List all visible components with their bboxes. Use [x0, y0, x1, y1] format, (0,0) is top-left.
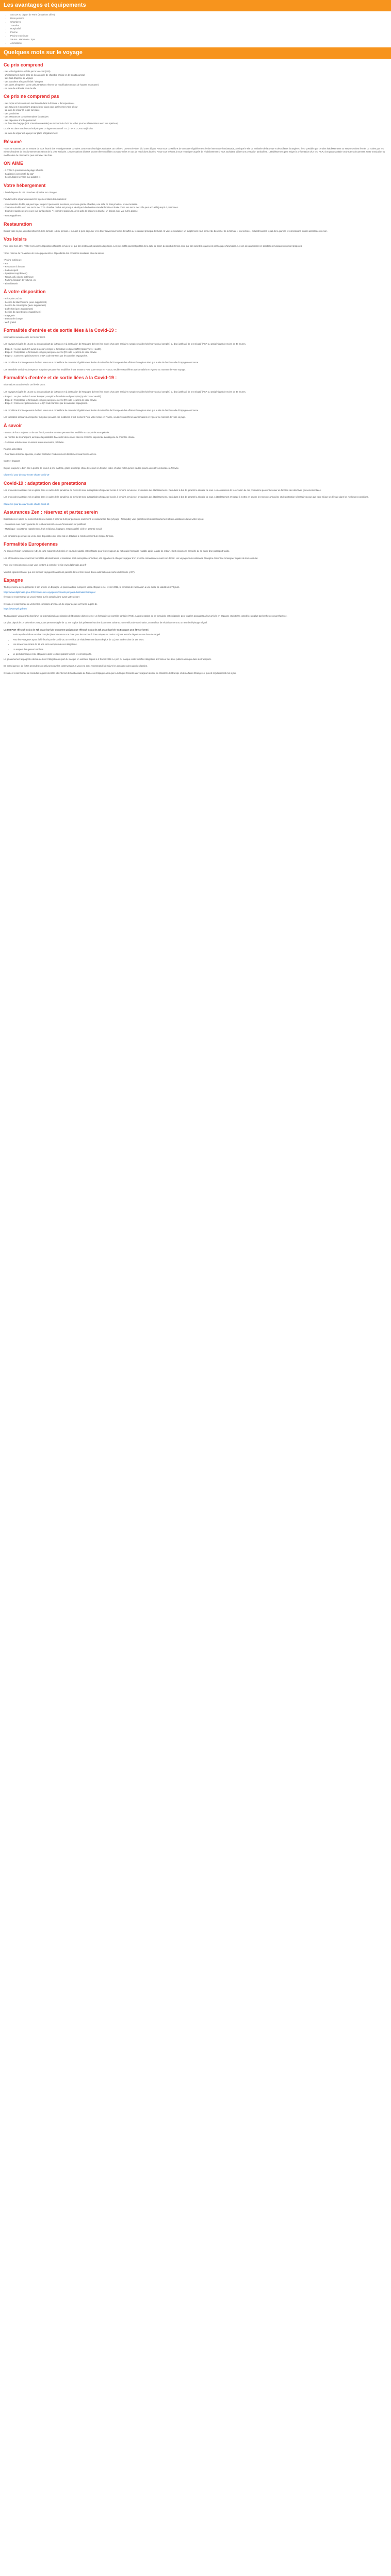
- list-item: - Service de blanchisserie (avec supplément): [4, 300, 47, 303]
- covid-adaptation-p2: Les protocoles sanitaires mis en place dans le cadre de la pandémie de Covid-19 sont susceptibles d'impacter l'accès à certains services et prestations des établissements. Ceci dans le but de garantir la sécurité de tous. L'établissement s'engage à mettre en oeuvre les mesures d'hygiène et de protection nécessaires pour que votre séjour se déroule dans les meilleures conditions.: [4, 496, 369, 499]
- spain-p3: Il vous est recommandé de vérifier les conditions d'entrée et de séjour depuis la France auprès de: [4, 602, 97, 605]
- trip-details-heading: Quelques mots sur le voyage: [0, 47, 391, 59]
- list-item: ▪ Étape 1 : Au plus tard 48 h avant le départ, remplir le formulaire en ligne SpTH (Spain Travel Health).: [4, 395, 102, 398]
- advantage-item: • Piscine: [10, 31, 391, 35]
- formalities-p4: Veuillez également noter que les mineurs voyageant sans leurs parents doivent être munis d'une autorisation de sortie du territoire (AST).: [4, 570, 135, 573]
- spain-title: Espagne: [4, 578, 23, 583]
- advantages-heading: Les avantages et équipements: [0, 0, 391, 11]
- covid-entry-title-2: Formalités d'entrée et de sortie liées à la Covid-19 :: [4, 375, 117, 381]
- list-item: - Ses multiples services aux adultes et: [4, 176, 41, 179]
- insurance-p2: - Annulation avec motif : garantie de remboursement en cas d'annulation sur justificatif: [4, 522, 86, 526]
- advantage-item: • Hospitalité: [10, 27, 391, 31]
- spain-bullets: [4, 633, 387, 656]
- list-item: ▪ Bar: [4, 262, 9, 265]
- list-item: - Les assurances complémentaires facultatives: [4, 115, 49, 118]
- advantage-item: • SEAUX au départ de Paris (3 stations offert): [10, 13, 391, 17]
- list-item: - Les pourboires: [4, 112, 20, 115]
- trip-details-content: [0, 62, 391, 679]
- list-item: - Bureau de change: [4, 317, 23, 320]
- price-excludes-list: [4, 102, 387, 126]
- list-item: ▪ Tennis, wifi, piscine extérieure: [4, 275, 34, 278]
- spain-p7: Le gouvernement espagnol a décidé de lever l'obligation du port du masque en extérieur depuis le 8 février 2022. Le port du masque reste toutefois obligatoire à l'intérieur des lieux publics ainsi que dans les transports.: [4, 657, 211, 660]
- list-item: ▪ Étape 3 : Conservez précieusement le QR code transmis par les autorités espagnoles.: [4, 402, 88, 405]
- list-item: ▪ Étape 2 : Remplissez le formulaire en ligne puis présentez le QR code reçu lors de votre arrivée.: [4, 351, 97, 354]
- advantage-item: • Piscine extérieure: [10, 35, 391, 38]
- advantage-item: • Transfert: [10, 24, 391, 28]
- accommodation-intro: L'hôtel dispose de 171 chambres réparties sur 4 étages.: [4, 191, 58, 194]
- list-item: - Une chambre double, qui peut loger jusqu'à 3 personnes maximum, avec une grande chambre, une salle de bain privative, et une terrasse.: [4, 202, 138, 206]
- summary-title: Résumé: [4, 139, 22, 144]
- insurance-title: Assurances Zen : réservez et partez serein: [4, 510, 98, 515]
- list-item: ▪ Restaurant à la carte: [4, 265, 25, 268]
- diet-text: - Pour toute demande spéciale, veuillez contacter l'établissement directement avant votre arrivée.: [4, 452, 97, 455]
- list-item: - La taxe de solidarité et de la ville: [4, 87, 37, 90]
- formalities-p2: Les informations concernant les formalités administratives et sanitaires sont susceptibles d'évoluer, et il appartient à chaque voyageur d'en prendre connaissance avant son départ. Les voyageurs de nationalité étrangère doivent se renseigner auprès de leur consulat.: [4, 556, 258, 560]
- summary-text: *Nous ne sommes pas en mesure de vous fournir des renseignements complets concernant les règles sanitaires car celles-ci peuvent évoluer d'ici votre départ. Nous vous conseillons de consulter régulièrement le site internet de l'ambassade, ainsi que le site du Ministère de l'Europe et des Affaires Étrangères. Il est possible que certains établissements ou services soient fermés ou n'aient pas les mêmes horaires de fonctionnement en raison de la crise sanitaire. Les prestations décrites peuvent être modifiées ou supprimées en cas de restrictions locales. Nous vous invitons à vous renseigner auprès de l'établissement si vous souhaitez utiliser une prestation particulière. L'établissement peut exiger la présentation d'un test PCR, d'un pass sanitaire ou d'autres documents. Toute annulation ou modification de réservation peut entraîner des frais.: [4, 147, 385, 157]
- list-item: ▪ Spa (sous supplément): [4, 272, 27, 275]
- good-to-know-title: À savoir: [4, 422, 22, 428]
- covid-charter-link[interactable]: Cliquez ici pour découvrir notre charte Covid-19: [4, 473, 50, 477]
- good-to-know-p1: - En cas de force majeure ou de cas fortuit, certains services peuvent être modifiés ou supprimés sans préavis.: [4, 431, 110, 434]
- good-to-know-p2: - Le nombre de lits d'appoint, ainsi que la possibilité d'accueillir des enfants dans la chambre, dépend de la catégorie de chambre choisie.: [4, 436, 135, 439]
- list-item: - Sa piscine à proximité du spa*: [4, 172, 34, 175]
- list-item: - Les services et excursions proposés sur place pour agrémenter votre séjour: [4, 105, 78, 108]
- covid-entry-p3: Les formalités sanitaires à respecter sur place peuvent être modifiées à tout moment. Pour votre retour en France, veuillez vous référer aux formalités en vigueur au moment de votre voyage.: [4, 368, 186, 371]
- covid-entry-p2: Les conditions d'entrée peuvent évoluer. Nous vous conseillons de consulter régulièrement le site du Ministère de l'Europe et des Affaires Étrangères ainsi que le site de l'ambassade d'Espagne en France.: [4, 361, 199, 364]
- list-item: - Les taxes aéroport et taxes carburant (sous réserve de modification en cas de hausse importante): [4, 83, 99, 87]
- list-item: - Service de conciergerie (avec supplément): [4, 304, 46, 307]
- insurance-p1: Disponibles en option au moment de la réservation à partir de 14€ par personne seulement, les assurances Zen (Voyage - Tranquille) vous garantissent un remboursement et une assistance durant votre séjour.: [4, 518, 204, 521]
- spain-p5: De plus, depuis le 1er décembre 2021, toute personne âgée de 12 ans et plus doit présenter l'un des documents suivants : un certificat de vaccination, un certificat de rétablissement ou un test de dépistage négatif.: [4, 621, 208, 624]
- price-includes-title: Ce prix comprend: [4, 62, 43, 67]
- on-aime-list: [4, 169, 387, 179]
- advantage-item: • Sauna · Hammam · Spa: [10, 38, 391, 42]
- advantage-item: • Demi-pension: [10, 17, 391, 21]
- covid-entry-steps-2: [4, 395, 387, 405]
- spain-link-1[interactable]: https://www.diplomatie.gouv.fr/fr/conseils-aux-voyageurs/conseils-par-pays-destination/espagne/: [4, 590, 96, 594]
- spain-p4: Tout passager voyageant à bord d'un vol international à destination de l'Espagne doit présenter un formulaire de contrôle sanitaire (FCS). La présentation de ce formulaire est obligatoire pour tous les passagers à leur arrivée en Espagne et doit être complétée au plus tard 48 heures avant l'arrivée.: [4, 614, 287, 617]
- leisure-list: [4, 259, 387, 285]
- list-item: - Chambre double avec vue sur la mer * : la chambre double est presque identique à la chambre standard mais est dotée d'une vue sur la mer. Elle peut accueillir jusqu'à 3 personnes.: [4, 206, 178, 209]
- covid-adaptation-title: Covid-19 : adaptation des prestations: [4, 480, 87, 486]
- spain-p1: Toute personne devra présenter à son arrivée en Espagne un pass sanitaire européen valide. Depuis le 1er février 2022, le certificat de vaccination a une durée de validité de 270 jours.: [4, 586, 180, 589]
- formalities-title: Formalités Européennes: [4, 541, 58, 547]
- dining-title: Restauration: [4, 221, 32, 227]
- spain-p9: Il vous est recommandé de consulter régulièrement le site internet de l'ambassade de France en Espagne ainsi que la rubrique Conseils aux voyageurs du site du Ministère de l'Europe et des Affaires Étrangères, qui est régulièrement mis à jour.: [4, 671, 237, 674]
- covid-entry-p2-2: Les conditions d'entrée peuvent évoluer. Nous vous conseillons de consulter régulièrement le site du Ministère de l'Europe et des Affaires Étrangères ainsi que le site de l'ambassade d'Espagne en France.: [4, 409, 199, 412]
- formalities-p1: Au sein de l'Union européenne (UE), la carte nationale d'identité en cours de validité est suffisante pour les voyageurs de nationalité française (valable après la date de retour). Il est néanmoins conseillé de se munir d'un passeport valide.: [4, 550, 230, 553]
- spain-p6: Un test PCR effectué moins de 72h avant l'arrivée ou un test antigénique effectué moins de 24h avant l'arrivée en Espagne peut être présenté.: [4, 628, 149, 631]
- insurance-p3: - Multirisque : assistance rapatriement, frais médicaux, bagages, responsabilité civile et garantie Covid: [4, 528, 102, 531]
- good-to-know-p3: - Certaines activités sont soumises à une réservation préalable.: [4, 440, 64, 444]
- list-item: - Les transferts aéroport / hôtel / aéroport: [4, 80, 43, 83]
- accommodation-note: * sous supplément: [4, 214, 22, 217]
- page: [0, 0, 391, 679]
- spain-p2: Il vous est recommandé de vous inscrire sur le portail Ariane avant votre départ: [4, 596, 79, 599]
- list-item: - Coffre-fort (avec supplément): [4, 307, 33, 310]
- dining-text: Durant votre séjour, vous bénéficierez de la formule « demi-pension » incluant le petit-déjeuner et le dîner servis sous forme de buffet au restaurant principal de l'hôtel. Si vous le souhaitez, un supplément vous permet de bénéficier de la formule « tout inclus », incluant tous les repas de la journée et les boissons locales alcoolisées ou non.: [4, 229, 328, 232]
- list-item: - La franchise bagage (soit si mention contraire) au moment du choix du vol et pour les réservations avec vols spéciaux): [4, 122, 119, 125]
- list-item: • Les mineurs de moins de 12 ans sont exemptés de ces obligations.: [13, 643, 387, 647]
- list-item: • Pour les voyageurs ayant été infectés par la Covid-19, un certificat de rétablissement datant de plus de 11 jours et de moins de 180 jours.: [13, 638, 387, 642]
- insurance-p4: Les conditions générales de vente sont disponibles sur notre site et détaillent le fonctionnement de chaque formule.: [4, 534, 114, 537]
- list-item: - Chambre supérieure avec une vue sur la piscine * : chambre spacieuse, avec salle de bain avec douche, un balcon avec vue sur la piscine.: [4, 209, 138, 212]
- list-item: • Le respect des gestes barrières.: [13, 648, 387, 652]
- covid-entry-date-2: Informations actualisées le 1er février 2022.: [4, 383, 46, 386]
- list-item: ▪ Blanchisserie: [4, 282, 18, 285]
- list-item: - Les vols réguliers / opérés par la low-cost (A/R): [4, 70, 51, 73]
- list-item: - Les dépenses d'ordre personnel: [4, 118, 36, 122]
- advantage-item: • Animations: [10, 42, 391, 45]
- covid-entry-p1-2: Les voyageurs âgés de 12 ans ou plus au départ de la France et à destination de l'Espagne doivent être munis d'un pass sanitaire européen valide (schéma vaccinal complet) ou d'un justificatif de test négatif (PCR ou antigénique) de moins de 48 heures.: [4, 390, 246, 393]
- amenities-title: À votre disposition: [4, 289, 46, 295]
- list-item: • Avoir reçu le schéma vaccinal complet (deux doses ou une dose pour les vaccins à dose unique) au moins 14 jours avant le départ ou une dose de rappel.: [13, 633, 387, 637]
- covid-entry-date: Informations actualisées le 1er février 2022.: [4, 335, 46, 338]
- list-item: - Bagagerie: [4, 314, 15, 317]
- cards-title: Carte et bagages: [4, 460, 21, 463]
- price-note: Le prix est dans tous les cas indiqué pour un logement au tarif TTC (TVA et COVID-19) inclus: [4, 127, 93, 130]
- spain-link-2[interactable]: https://www.spth.gob.es/: [4, 607, 27, 611]
- list-item: ▪ Étape 2 : Remplissez le formulaire en ligne puis présentez le QR code reçu lors de votre arrivée.: [4, 398, 97, 401]
- list-item: - À l'hôtel à proximité de la plage officielle: [4, 169, 43, 172]
- list-item: ▪Piscine extérieure: [4, 259, 22, 262]
- list-item: - Wi-fi gratuit: [4, 320, 16, 324]
- list-item: • Le port du masque reste obligatoire dans les lieux publics fermés et les transports.: [13, 653, 387, 656]
- covid-entry-steps: [4, 348, 387, 358]
- diet-title: Régime alimentaire: [4, 448, 23, 451]
- list-item: - Service de navette (avec supplément): [4, 311, 41, 314]
- price-note-2: - La taxe de séjour est à payer sur place obligatoirement: [4, 132, 58, 135]
- price-excludes-title: Ce prix ne comprend pas: [4, 94, 59, 99]
- leisure-title: Vos loisirs: [4, 236, 27, 242]
- accommodation-body: Pendant votre séjour vous aurez le logement dans des chambres :: [4, 198, 68, 201]
- price-includes-list: [4, 70, 387, 90]
- covid-entry-title: Formalités d'entrée et de sortie liées à la Covid-19 :: [4, 328, 117, 333]
- list-item: - Les repas et boissons non mentionnés dans la formule « demi-pension »: [4, 102, 75, 105]
- list-item: ▪ Étape 1 : Au plus tard 48 h avant le départ, remplir le formulaire en ligne SpTH (Spain Travel Health).: [4, 347, 102, 350]
- list-item: - Réception 24/24h: [4, 297, 22, 300]
- list-item: ▪ Parking, location de voitures, etc: [4, 279, 37, 282]
- amenities-list: [4, 297, 387, 324]
- accommodation-title: Votre hébergement: [4, 182, 46, 188]
- formalities-p3: Pour tout renseignement, nous vous invitons à consulter le site www.diplomatie.gouv.fr: [4, 564, 87, 567]
- list-item: - L'hébergement sur la base de la catégorie de chambre choisie et de 6 nuits au total: [4, 73, 85, 76]
- covid-adaptation-p1: Les protocoles sanitaires mis en place dans le cadre de la pandémie de Covid-19 sont susceptibles d'impacter l'accès à certains services et prestations des établissements. Ceci dans le but de garantir la sécurité de tous. Les contraintes de réservation de ces prestations peuvent évoluer en fonction des directives gouvernementales.: [4, 488, 321, 492]
- spain-p8: En conséquence, de fortes amendes sont prévues pour les contrevenants. Il vous est donc recommandé de suivre les consignes des autorités locales.: [4, 665, 148, 668]
- on-aime-title: ON AIME: [4, 161, 24, 166]
- list-item: ▪ Étape 3 : Conservez précieusement le QR code transmis par les autorités espagnoles.: [4, 354, 88, 357]
- leisure-text: Pour votre bien-être, l'hôtel met à votre disposition différents services, tel que des matelas et parasols à la piscine. Les plus actifs pourront profiter de la salle de sport, du court de tennis ainsi que des activités organisées par l'équipe d'animation. Le soir, des animations et spectacles musicaux vous sont proposés.: [4, 245, 303, 248]
- advantages-list: [0, 13, 391, 45]
- list-item: - Les frais d'agence du voyage: [4, 77, 33, 80]
- list-item: - La taxe de séjour (à régler sur place): [4, 109, 40, 112]
- advantage-item: • Chambres: [10, 21, 391, 24]
- leisure-note: *Sous réserve de l'ouverture de ces équipements et dépendants des conditions sanitaires et de la saison.: [4, 251, 105, 255]
- accommodation-list: [4, 203, 387, 213]
- cards-text: Depuis toujours, le bien-être à portée de tous et à prix maîtrisé, grâce à un large choix de séjours en hôtel et clubs. Veuillez noter qu'une caution pourra vous être demandée à l'arrivée.: [4, 466, 180, 469]
- covid-entry-p3-2: Les formalités sanitaires à respecter sur place peuvent être modifiées à tout moment. Pour votre retour en France, veuillez vous référer aux formalités en vigueur au moment de votre voyage.: [4, 416, 186, 419]
- covid-entry-p1: Les voyageurs âgés de 12 ans ou plus au départ de la France et à destination de l'Espagne doivent être munis d'un pass sanitaire européen valide (schéma vaccinal complet) ou d'un justificatif de test négatif (PCR ou antigénique) de moins de 48 heures.: [4, 343, 246, 346]
- list-item: ▪ Salle de sport: [4, 268, 19, 272]
- covid-adaptation-link[interactable]: Cliquez ici pour découvrir notre charte Covid-19: [4, 502, 50, 505]
